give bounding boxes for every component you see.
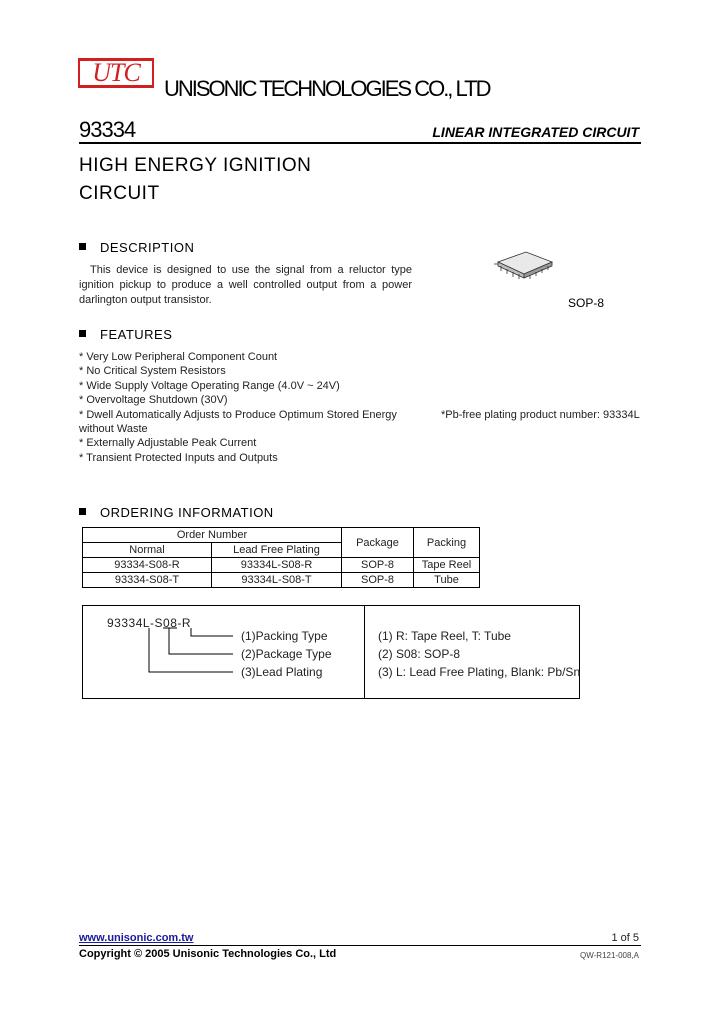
copyright: Copyright © 2005 Unisonic Technologies Co., Ltd: [79, 948, 337, 960]
feature-item: * Wide Supply Voltage Operating Range (4.0V ~ 24V): [79, 379, 340, 392]
sop8-package-icon: [492, 248, 558, 280]
package-legend: (2) S08: SOP-8: [378, 647, 461, 661]
title-line-1: HIGH ENERGY IGNITION: [79, 155, 312, 176]
title-line-2: CIRCUIT: [79, 183, 160, 204]
ordering-table: [82, 527, 480, 588]
packing-cell: Tube: [414, 573, 480, 588]
lead-plating-legend: (3) L: Lead Free Plating, Blank: Pb/Sn: [378, 665, 581, 679]
description-heading: [79, 240, 194, 256]
header-rule: [79, 142, 641, 144]
normal-header: Normal: [83, 543, 212, 558]
part-code: 93334L-S08-R: [107, 616, 192, 630]
package-cell: SOP-8: [342, 573, 414, 588]
feature-item: without Waste: [79, 423, 148, 436]
features-heading: [79, 327, 172, 343]
bullet-square-icon: [79, 508, 86, 515]
order-number-header: Order Number: [83, 528, 342, 543]
document-number: QW-R121-008,A: [580, 951, 639, 960]
description-heading-text: DESCRIPTION: [100, 240, 195, 255]
bullet-square-icon: [79, 330, 86, 337]
feature-item: * Overvoltage Shutdown (30V): [79, 394, 228, 407]
table-row: [83, 558, 480, 573]
feature-item: * Transient Protected Inputs and Outputs: [79, 451, 278, 464]
feature-item: * Dwell Automatically Adjusts to Produce Optimum Stored Energy: [79, 408, 397, 421]
lead-plating-label: (3)Lead Plating: [241, 665, 323, 679]
part-code-box: [82, 605, 580, 699]
page-number: 1 of 5: [611, 932, 639, 944]
package-cell: SOP-8: [342, 558, 414, 573]
normal-cell: 93334-S08-T: [83, 573, 212, 588]
product-category: LINEAR INTEGRATED CIRCUIT: [432, 124, 639, 140]
features-list: [79, 350, 419, 465]
document-title: [79, 152, 399, 208]
lead-free-cell: 93334L-S08-T: [212, 573, 342, 588]
ordering-heading-text: ORDERING INFORMATION: [100, 505, 274, 520]
website-link[interactable]: www.unisonic.com.tw: [79, 932, 194, 944]
pb-free-note: *Pb-free plating product number: 93334L: [441, 409, 640, 421]
feature-item: * No Critical System Resistors: [79, 365, 226, 378]
package-type-label: (2)Package Type: [241, 647, 332, 661]
features-heading-text: FEATURES: [100, 327, 173, 342]
packing-header: Packing: [414, 528, 480, 558]
lead-free-cell: 93334L-S08-R: [212, 558, 342, 573]
feature-item: * Very Low Peripheral Component Count: [79, 351, 278, 363]
feature-item: * Externally Adjustable Peak Current: [79, 437, 257, 450]
packing-cell: Tape Reel: [414, 558, 480, 573]
footer-rule: [79, 945, 641, 946]
package-header: Package: [342, 528, 414, 558]
packing-legend: (1) R: Tape Reel, T: Tube: [378, 629, 511, 643]
package-label: SOP-8: [568, 296, 605, 310]
utc-logo: UTC: [78, 58, 154, 88]
table-header-row: [83, 528, 480, 543]
normal-cell: 93334-S08-R: [83, 558, 212, 573]
ordering-heading: [79, 505, 274, 521]
part-code-divider: [364, 606, 365, 698]
part-number: 93334: [79, 117, 136, 142]
table-row: [83, 573, 480, 588]
description-text: This device is designed to use the signal from a reluctor type ignition pickup to produce a well controlled output from a power darlington output transistor.: [79, 264, 412, 306]
bullet-square-icon: [79, 243, 86, 250]
company-name: UNISONIC TECHNOLOGIES CO., LTD: [164, 76, 490, 101]
packing-type-label: (1)Packing Type: [241, 629, 328, 643]
lead-free-header: Lead Free Plating: [212, 543, 342, 558]
